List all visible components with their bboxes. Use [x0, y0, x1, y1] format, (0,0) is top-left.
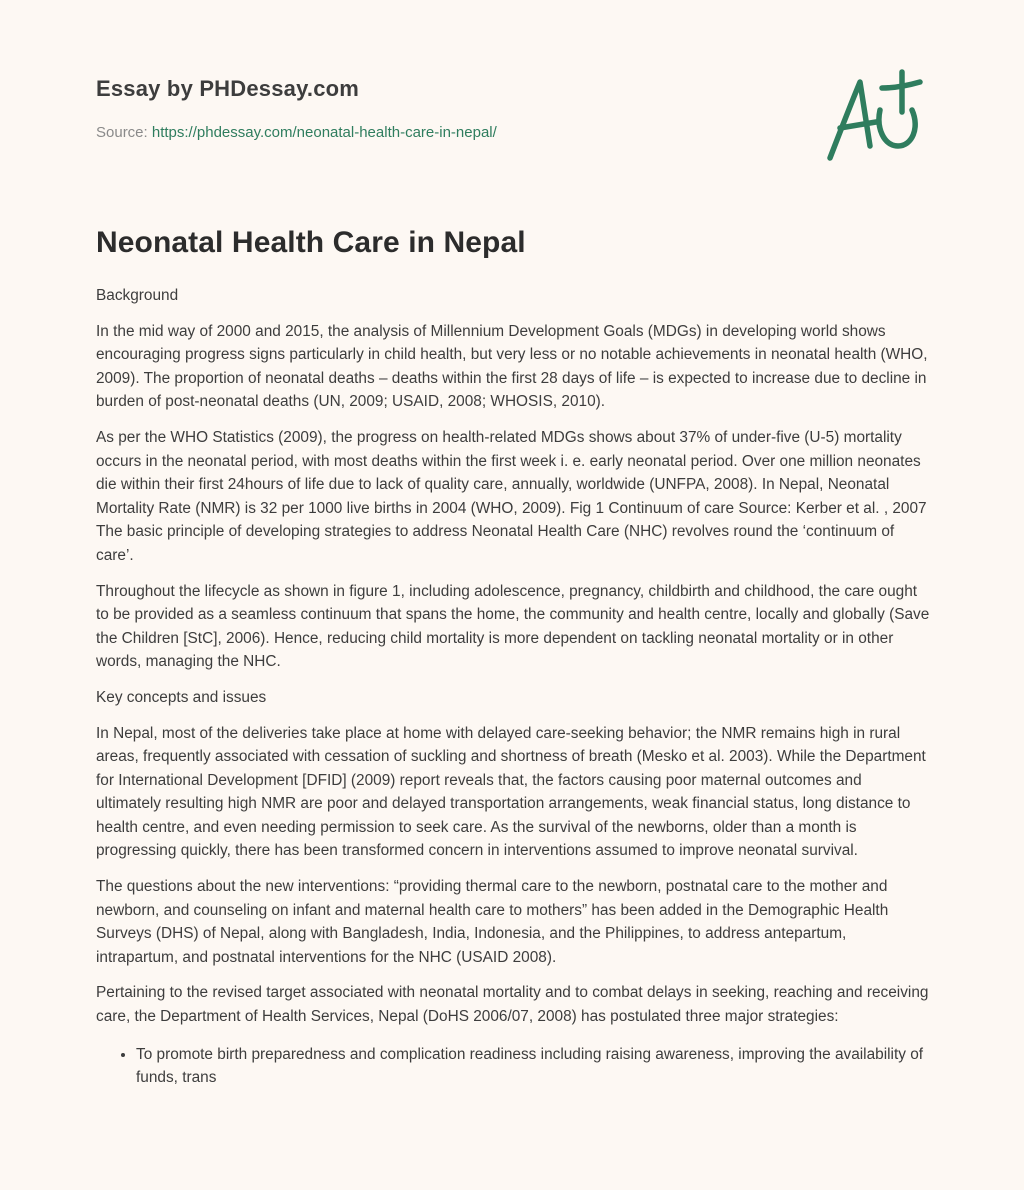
- source-label: Source:: [96, 124, 152, 141]
- paragraph: Pertaining to the revised target associated with neonatal mortality and to combat delays in seeking, reaching and receiving care, the Department of Health Services, Nepal (DoHS 2006/07, 2008) has postulated three major strategies:: [96, 984, 929, 1026]
- section-heading: Key concepts and issues: [96, 688, 267, 706]
- site-title: Essay by PHDessay.com: [96, 76, 360, 101]
- strategy-list: [96, 1043, 930, 1090]
- section-heading: Background: [96, 287, 179, 304]
- source-line: [96, 124, 497, 141]
- essay-body: [96, 284, 930, 1090]
- paragraph: In Nepal, most of the deliveries take place at home with delayed care-seeking behavior; the NMR remains high in rural areas, frequently associated with cessation of suckling and shortness of breath (Mesko et al. 2003). While the Department for International Development [DFID] (2009) report reveals that, the factors causing poor maternal outcomes and ultimately resulting high NMR are poor and delayed transportation arrangements, weak financial status, long distance to health centre, and even needing permission to seek care. As the survival of the newborns, older than a month is progressing quickly, there has been transformed concern in interventions assumed to improve neonatal survival.: [96, 724, 926, 860]
- paragraph: The questions about the new interventions: “providing thermal care to the newborn, postnatal care to the mother and newborn, and counseling on infant and maternal health care to mothers” has been added in the Demographic Health Surveys (DHS) of Nepal, along with Bangladesh, India, Indonesia, and the Philippines, to address antepartum, intrapartum, and postnatal interventions for the NHC (USAID 2008).: [96, 878, 889, 966]
- paragraph: Throughout the lifecycle as shown in figure 1, including adolescence, pregnancy, childbirth and childhood, the care ought to be provided as a seamless continuum that spans the home, the community and health centre, locally and globally (Save the Children [StC], 2006). Hence, reducing child mortality is more dependent on tackling neonatal mortality or in other words, managing the NHC.: [96, 582, 930, 671]
- paragraph: As per the WHO Statistics (2009), the progress on health-related MDGs shows about 37% of under-five (U-5) mortality occurs in the neonatal period, with most deaths within the first week i. e. early neonatal period. Over one million neonates die within their first 24hours of life due to lack of quality care, annually, worldwide (UNFPA, 2008). In Nepal, Neonatal Mortality Rate (NMR) is 32 per 1000 live births in 2004 (WHO, 2009). Fig 1 Continuum of care Source: Kerber et al. , 2007 The basic principle of developing strategies to address Neonatal Health Care (NHC) revolves round the ‘continuum of care’.: [96, 428, 927, 564]
- source-link[interactable]: https://phdessay.com/neonatal-health-care-in-nepal/: [151, 124, 497, 141]
- a-plus-logo-icon: [820, 66, 930, 166]
- essay-title: Neonatal Health Care in Nepal: [96, 226, 526, 259]
- paragraph: In the mid way of 2000 and 2015, the analysis of Millennium Development Goals (MDGs) in developing world shows encouraging progress signs particularly in child health, but very less or no notable achievements in neonatal health (WHO, 2009). The proportion of neonatal deaths – deaths within the first 28 days of life – is expected to increase due to decline in burden of post-neonatal deaths (UN, 2009; USAID, 2008; WHOSIS, 2010).: [96, 322, 928, 411]
- list-item: • To promote birth preparedness and complication readiness including raising awareness, improving the availability of funds, trans: [136, 1043, 930, 1090]
